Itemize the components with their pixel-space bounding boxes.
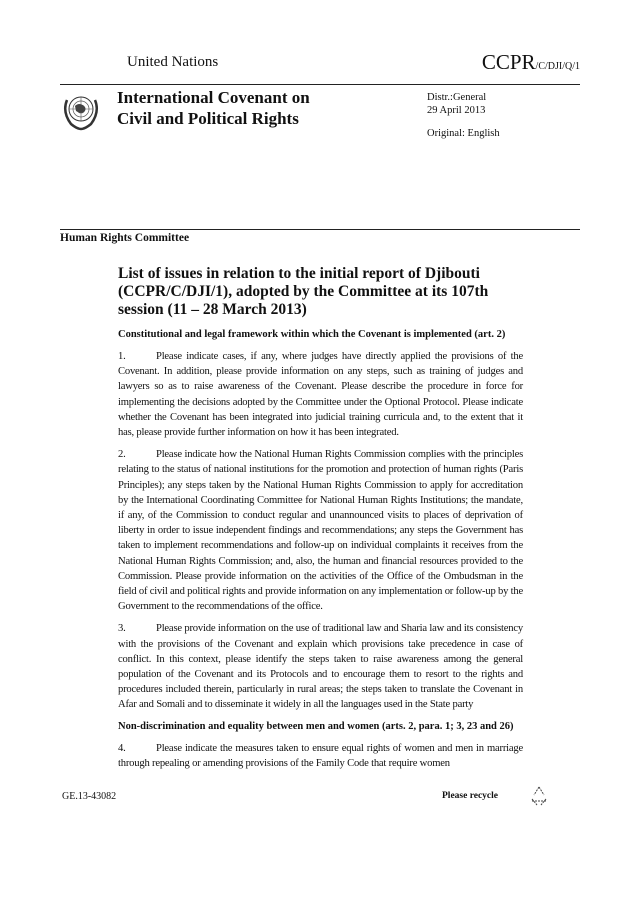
- symbol-main: CCPR: [481, 50, 536, 74]
- section-heading: Constitutional and legal framework within which the Covenant is implemented (art. 2): [118, 329, 506, 340]
- distribution-info: [427, 91, 486, 117]
- header-rule: [60, 84, 580, 85]
- distribution: Distr.:General: [427, 92, 487, 103]
- recycle-note: Please recycle: [442, 791, 498, 802]
- covenant-title-line1: International Covenant on: [117, 88, 310, 107]
- document-symbol: [482, 50, 580, 75]
- paragraph-number: 3.: [118, 623, 126, 635]
- paragraph-text: Please indicate how the National Human Rights Commission complies with the principles relating to the status of national institutions for the promotion and protection of human rights (Paris Principles); any steps taken by the National Human Rights Commission to apply for accreditation by the International Coordinating Committee for National Human Rights Institutions; the mandate, if any, of the Commission to conduct regular and unannounced visits to places of deprivation of liberty in order to issue independent findings and recommendations; any steps the Government has taken to implement recommendations and follow-up on individual complaints it receives from the National Human Rights Commission; and, also, the human and financial resources provided to the Commission. Please provide information on the activities of the Office of the Ombudsman in the field of civil and political rights and provide information on any implementation or follow-up by the Government to the recommendations of the office.: [118, 449, 523, 613]
- recycle-icon: [528, 785, 550, 807]
- org-name: United Nations: [127, 54, 219, 70]
- paragraph-number: 2.: [118, 449, 126, 461]
- paragraph-text: Please indicate the measures taken to ensure equal rights of women and men in marriage through repealing or amending provisions of the Family Code that require women: [118, 742, 523, 769]
- document-body: [62, 265, 523, 809]
- document-date: 29 April 2013: [427, 105, 486, 116]
- section-heading: Non-discrimination and equality between men and women (arts. 2, para. 1; 3, 23 and 26): [118, 720, 514, 732]
- paragraph-1: [118, 349, 523, 440]
- page-footer: [62, 785, 552, 809]
- paragraph-text: Please provide information on the use of traditional law and Sharia law and its consistency with the provisions of the Covenant and explain which provisions take precedence in case of conflict. In this context, please identify the steps taken to raise awareness among the general population of the Covenant and its Protocols and to encourage them to resort to the rights and procedures included therein, particularly in rural areas; the steps taken to translate the Covenant in Afar and Somali and to disseminate it widely in all the languages used in the State party: [118, 623, 523, 711]
- original-language: Original: English: [427, 128, 500, 139]
- covenant-title: [117, 87, 310, 129]
- paragraph-4: [118, 741, 523, 771]
- un-emblem-icon: [61, 90, 101, 132]
- paragraph-2: [118, 447, 523, 614]
- document-number: GE.13-43082: [62, 791, 117, 803]
- committee-rule: [60, 229, 580, 230]
- paragraph-3: [118, 621, 523, 712]
- paragraph-text: Please indicate cases, if any, where judges have directly applied the provisions of the Covenant. In addition, please provide information on any steps, such as training of judges and lawyers so as to raise awareness of the Covenant. Please describe the procedure in force for implementing the decisions adopted by the Committee under the Optional Protocol. Please indicate whether the Covenant has been integrated into judicial training curricula and, to the extent that it has, please provide further information on how it has been integrated.: [118, 351, 523, 439]
- paragraph-number: 4.: [118, 742, 126, 754]
- committee-name: Human Rights Committee: [60, 232, 190, 244]
- paragraph-number: 1.: [118, 351, 126, 362]
- symbol-sub: /C/DJI/Q/1: [535, 61, 580, 72]
- document-title: List of issues in relation to the initial report of Djibouti (CCPR/C/DJI/1), adopted by the Committee at its 107th session (11 – 28 March 2013): [118, 265, 489, 318]
- covenant-title-line2: Civil and Political Rights: [117, 109, 299, 128]
